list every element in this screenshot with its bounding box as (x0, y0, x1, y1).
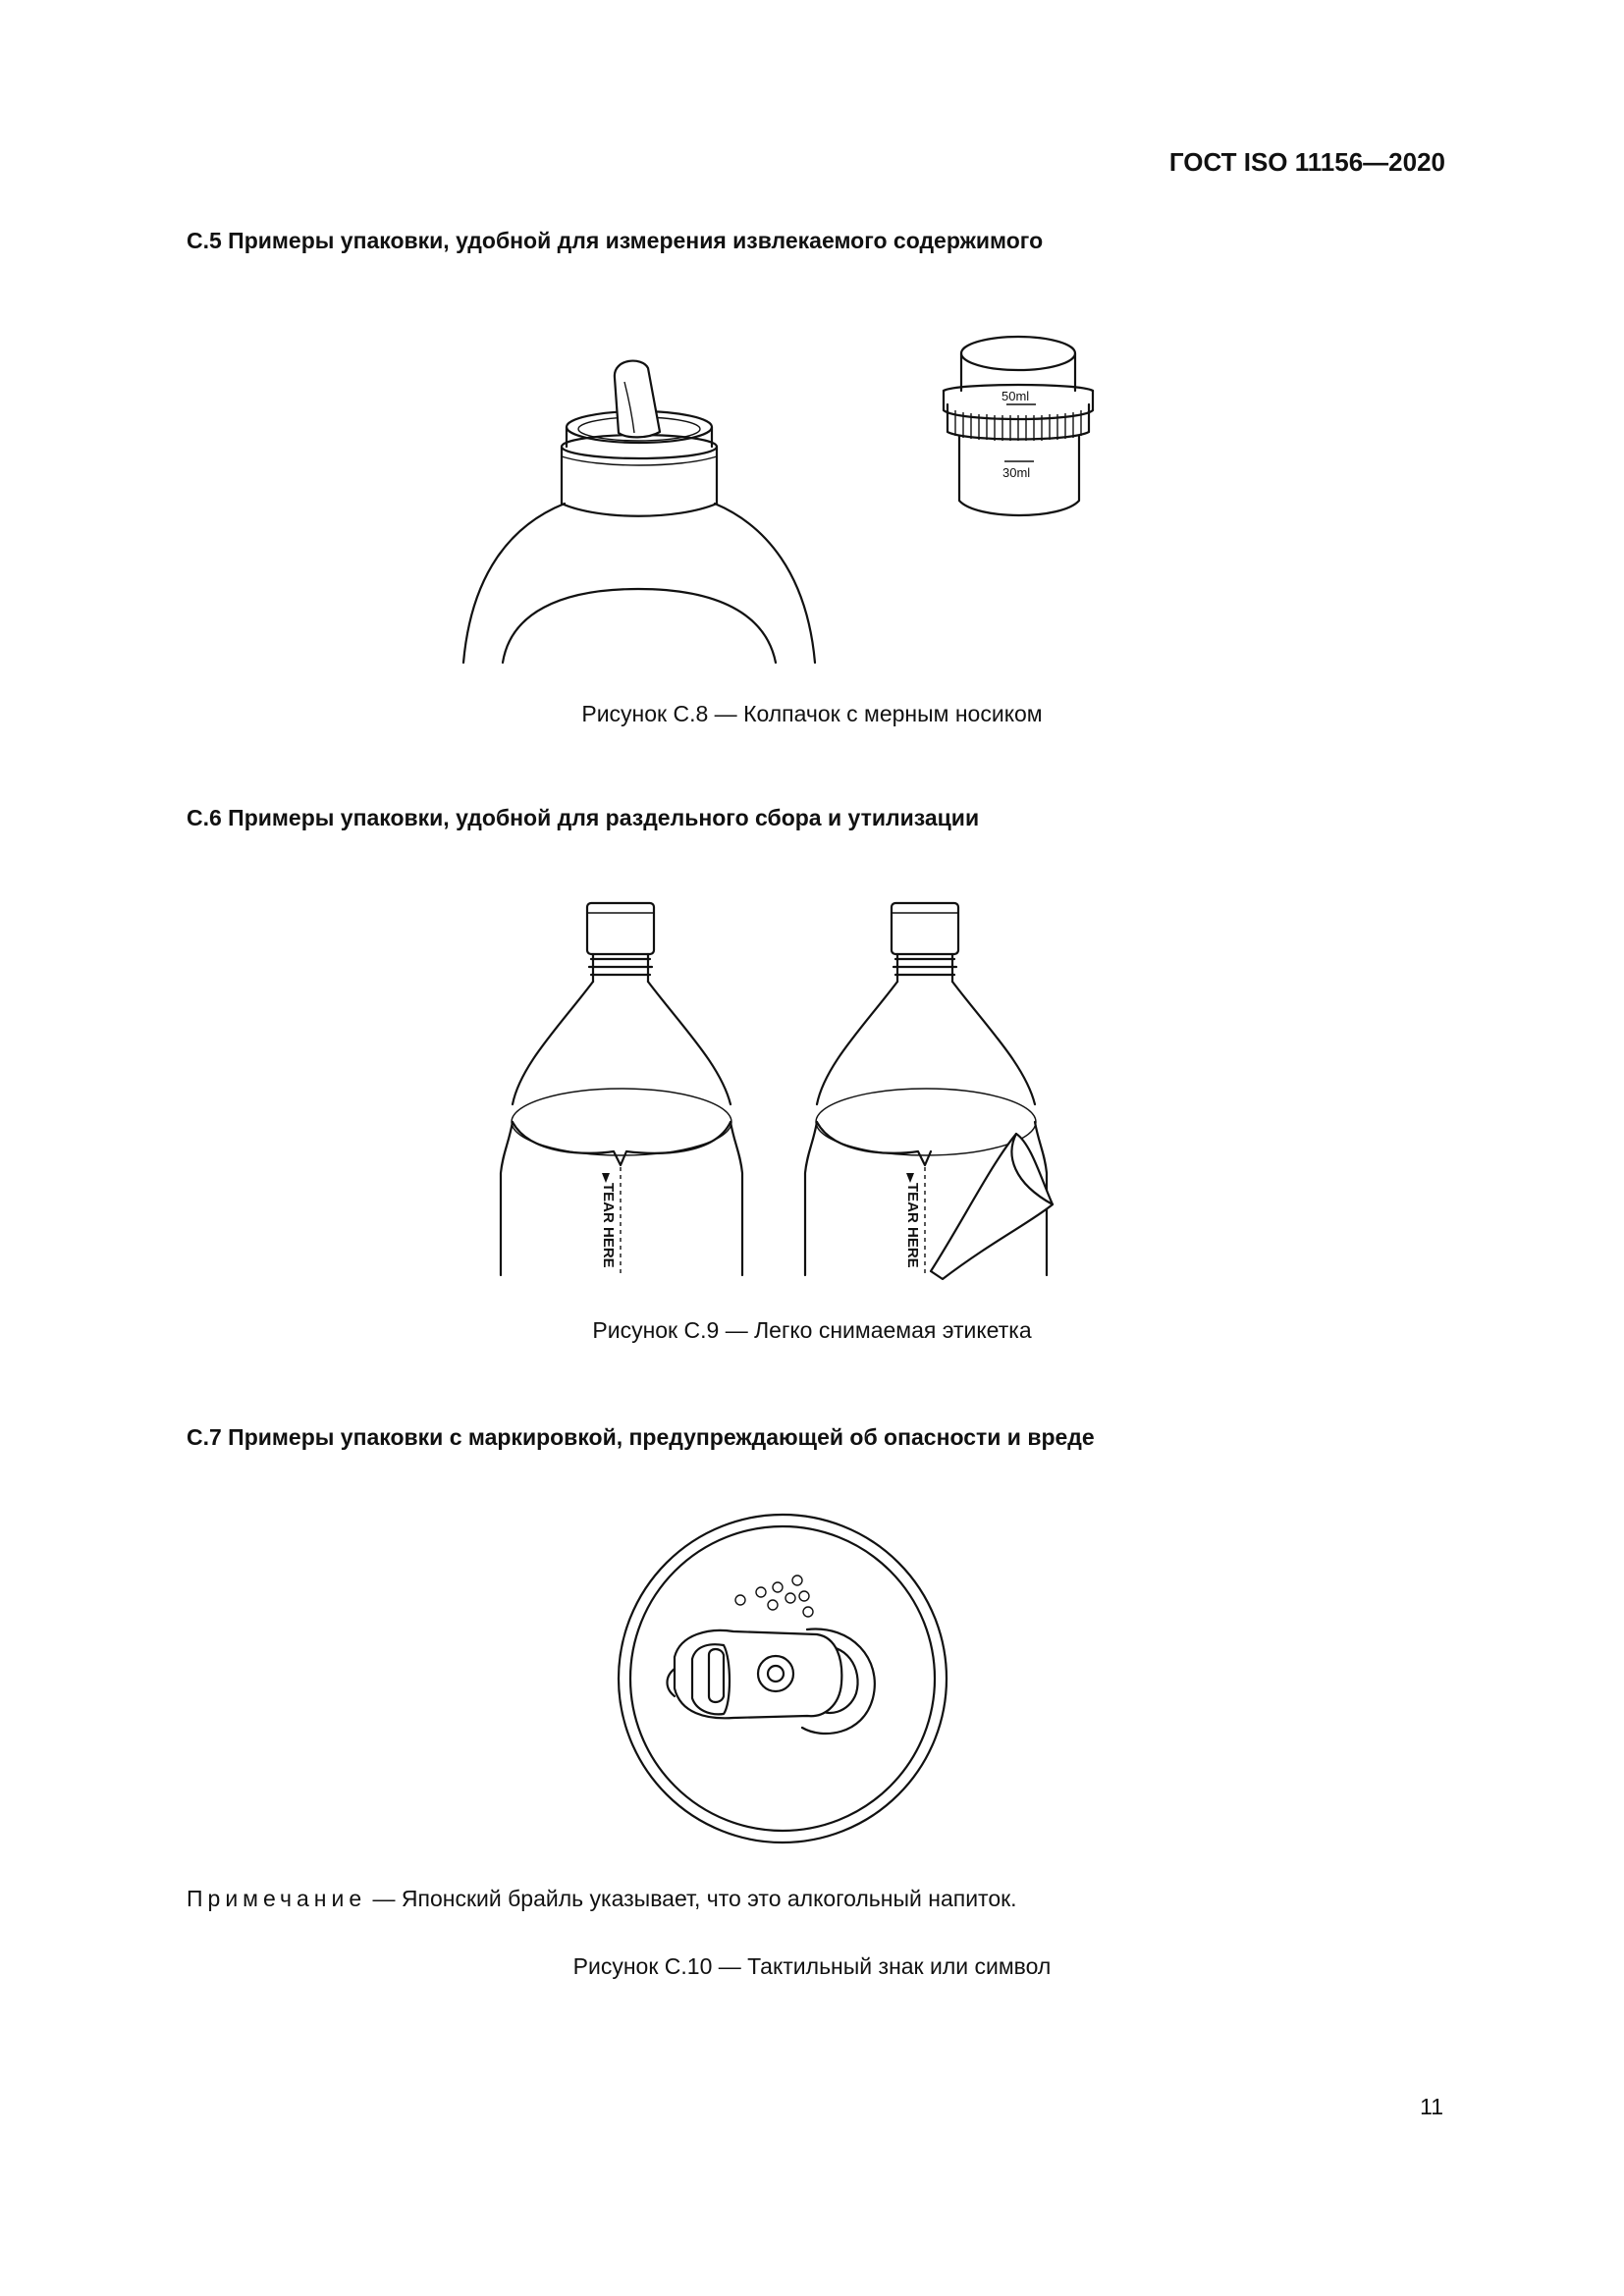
tear-here-label-right: TEAR HERE (904, 1183, 921, 1268)
section-c7-heading: С.7 Примеры упаковки с маркировкой, предупреждающей об опасности и вреде (187, 1424, 1095, 1450)
mark-30ml: 30ml (1002, 465, 1031, 480)
section-c6-heading: С.6 Примеры упаковки, удобной для раздельного сбора и утилизации (187, 805, 980, 830)
note-label: Примечание (187, 1886, 367, 1911)
standard-designation: ГОСТ ISO 11156—2020 (1168, 147, 1445, 177)
figure-c9-bottle-right (795, 898, 1080, 1281)
page-number: 11 (1420, 2094, 1443, 2119)
tear-here-label-left: TEAR HERE (600, 1183, 617, 1268)
figure-c8-measuring-cap (938, 314, 1114, 530)
mark-50ml: 50ml (1001, 389, 1030, 403)
figure-c10-caption: Рисунок С.10 — Тактильный знак или символ (572, 1953, 1052, 1979)
note-text: — Японский брайль указывает, что это алкогольный напиток. (366, 1886, 1017, 1911)
figure-c10-can-lid (616, 1512, 949, 1845)
figure-c9-bottle-left (491, 898, 756, 1281)
section-c5-heading: С.5 Примеры упаковки, удобной для измерения извлекаемого содержимого (187, 228, 1044, 253)
figure-c8-bottle-spout (452, 348, 825, 672)
figure-c9-caption: Рисунок С.9 — Легко снимаемая этикетка (592, 1317, 1032, 1343)
figure-c10-note (187, 1886, 1017, 1912)
figure-c8-caption: Рисунок С.8 — Колпачок с мерным носиком (581, 701, 1043, 726)
